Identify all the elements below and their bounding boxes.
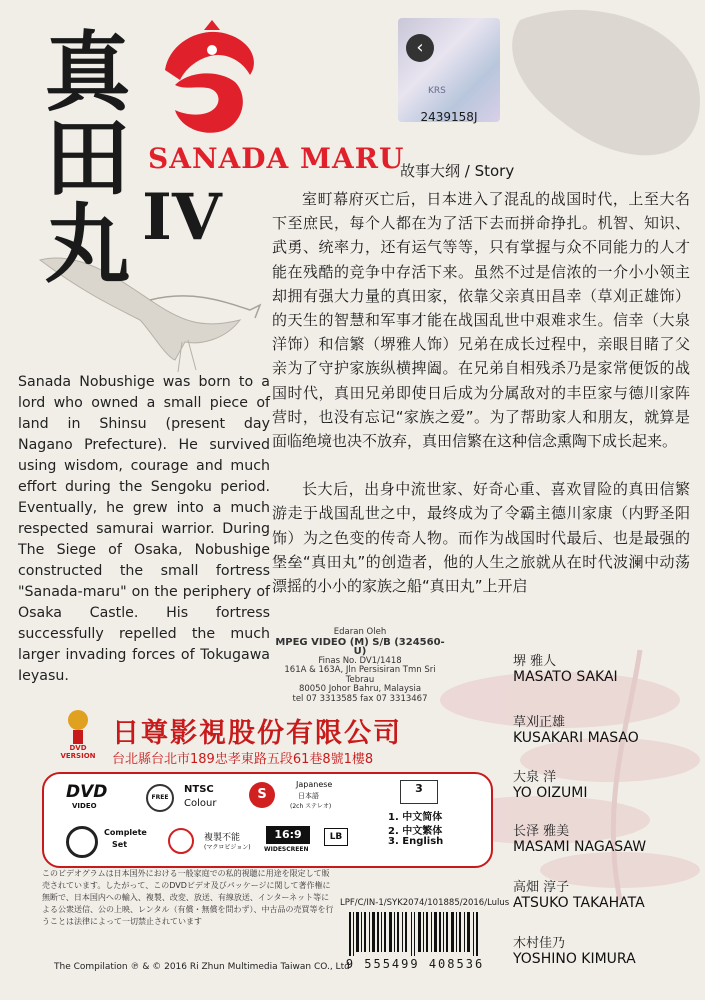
dvd-logo-sub: VIDEO — [72, 802, 97, 810]
complete-label: Complete — [104, 828, 147, 837]
story-body — [272, 187, 690, 622]
cast-member-5: 高畑 淳子 ATSUKO TAKAHATA — [513, 880, 645, 911]
legal-notice: このビデオグラムは日本国外における一般家庭での私的視聴に用途を限定して販売されています。したがって、このDVDビデオ及びパッケージに関して著作権に無断で、日本国内への輸入、複製、改変、放送、有線放送、インターネット等による公衆送信、公の上映、レンタル（有償・無償を問わず）、中古品の売買等を行うことは法律によって一切禁止されています — [42, 869, 334, 926]
lpf-code: LPF/C/IN-1/SYK2074/101885/2016/Lulus — [340, 898, 510, 908]
subtitle-1: 1. 中文简体 — [388, 812, 443, 823]
hologram-k-icon: ‹ — [406, 34, 434, 62]
cast-member-1: 堺 雅人 MASATO SAKAI — [513, 654, 618, 685]
volume-number: IV — [142, 180, 222, 255]
logo-english-title: SANADA MARU — [148, 142, 405, 175]
hologram-sticker — [398, 18, 500, 122]
english-synopsis: Sanada Nobushige was born to a lord who owned a small piece of land in Shinsu (present day Nagano Prefecture). He survived using wisdom, courage and much effort during the Sengoku period. Eventually, he grew into a much respected samurai warrior. During The Siege of Osaka, Nobushige constructed the small fortress "Sanada-maru" on the periphery of Osaka Castle. His fortress successfully repelled the much larger invading forces of Tokugawa Ieyasu. — [18, 374, 270, 684]
brush-circle — [512, 10, 700, 155]
audio-jp: 日本語 — [298, 792, 319, 800]
cast-member-3: 大泉 洋 YO OIZUMI — [513, 770, 588, 801]
cast-member-4: 长泽 雅美 MASAMI NAGASAW — [513, 824, 647, 855]
story-title: 故事大纲 / Story — [400, 162, 515, 180]
audio-language: Japanese — [296, 780, 333, 789]
company-address: 台北縣台北市189忠孝東路五段61巷8號1樓8 — [112, 752, 374, 767]
no-copy-label: 複製不能 — [204, 833, 241, 843]
letterbox-badge: LB — [324, 828, 348, 846]
subtitle-2: 2. 中文繁体 — [388, 826, 443, 837]
distributor-info: Edaran Oleh MPEG VIDEO (M) S/B (324560-U) Finas No. DV1/1418 161A & 163A, Jln Persisiran Tmn Sri Tebrau 80050 Johor Bahru, Malaysia tel 07 3313585 fax 07 3313467 — [275, 627, 445, 704]
barcode — [345, 912, 485, 956]
dvd-logo: DVD — [66, 782, 108, 802]
speaker-icon: S — [249, 782, 275, 808]
colour-label: Colour — [184, 798, 217, 809]
dvd-version-badge: DVD VERSION — [56, 710, 100, 762]
company-name: 日尊影視股份有限公司 — [112, 718, 402, 749]
hologram-label: KRS — [428, 86, 446, 96]
story-paragraph-1: 室町幕府灭亡后，日本进入了混乱的战国时代，上至大名下至庶民，每个人都在为了活下去而拼命挣扎。机智、知识、武勇、统率力，还有运气等等，只有掌握与众不同能力的人才能在残酷的竞争中存活下来。虽然不过是信浓的一介小小领主却拥有强大力量的真田家，依靠父亲真田昌幸（草刈正雄饰）的天生的智慧和军事才能在战国乱世中艰难求生。信幸（大泉洋饰）和信繁（堺雅人饰）兄弟在成长过程中，亲眼目睹了父亲为了守护家族纵横捭阖。在兄弟自相残杀乃是家常便饭的战国时代，真田兄弟即使日后成为分属敌对的丰臣家与德川家阵营时，也没有忘记“家族之爱”。为了帮助家人和朋友，就算是面临绝境也决不放弃，真田信繁在这种信念熏陶下成长起来。 — [272, 190, 690, 451]
specs-box — [42, 772, 493, 868]
film-reel-icon — [66, 826, 98, 858]
logo-kanji-title: 真 田 丸 — [44, 22, 131, 295]
aspect-ratio-badge: 16:9 — [266, 826, 310, 844]
sanada-logo-emblem — [150, 20, 270, 140]
story-paragraph-2: 长大后，出身中流世家、好奇心重、喜欢冒险的真田信繁游走于战国乱世之中，最终成为了令霸主德川家康（内野圣阳饰）为之色变的传奇人物。而作为战国时代最后、也是最强的堡垒“真田丸”的创造者，他的人生之旅就从在时代波澜中动荡漂摇的小小的家族之船“真田丸”上开启 — [272, 480, 690, 596]
region-free-icon: FREE — [146, 784, 174, 812]
subtitle-count-badge: 3 — [400, 780, 438, 804]
audio-stereo: (2ch ステレオ) — [290, 803, 332, 810]
no-copy-sub: (マクロビジョン) — [204, 844, 251, 851]
hologram-serial: 2439158J — [420, 110, 478, 124]
no-copy-icon — [168, 828, 194, 854]
cast-member-2: 草刈正雄 KUSAKARI MASAO — [513, 715, 639, 746]
barcode-number: 9 555499 408536 — [345, 957, 485, 971]
aspect-sub: WIDESCREEN — [264, 846, 309, 853]
set-label: Set — [112, 840, 128, 849]
cast-member-6: 木村佳乃 YOSHINO KIMURA — [513, 936, 636, 967]
copyright-footer: The Compilation ℗ & © 2016 Ri Zhun Multimedia Taiwan CO., Ltd — [54, 962, 350, 972]
subtitle-3: 3. English — [388, 836, 444, 847]
ntsc-label: NTSC — [184, 784, 214, 795]
